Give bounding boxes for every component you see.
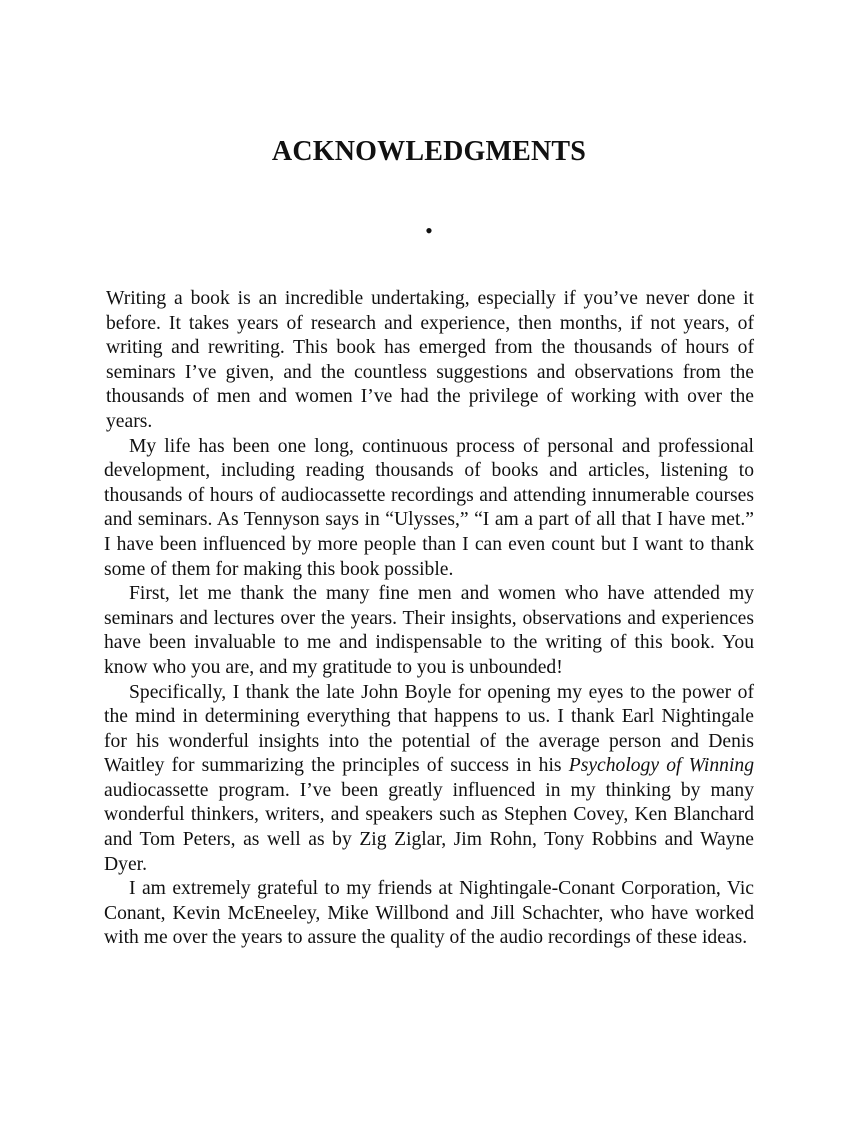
paragraph-4-part-2: audiocassette program. I’ve been greatly influenced in my thinking by many wonderful thinkers, writers, and speakers such as Stephen Covey, Ken Blanchard and Tom Peters, as well as by Zig Ziglar, Jim Rohn, Tony Robbins and Wayne Dyer. xyxy=(104,779,754,875)
page-title: ACKNOWLEDGMENTS xyxy=(271,136,587,167)
paragraph-3: First, let me thank the many fine men and women who have attended my seminars and lectures over the years. Their insights, observations and experiences have been invaluable to me and indispensable to the writing of this book. You know who you are, and my gratitude to you is unbounded! xyxy=(104,583,754,678)
paragraph-4-part-1: Specifically, I thank the late John Boyle for opening my eyes to the power of the mind in determining everything that happens to us. I thank Earl Nightingale for his wonderful insights into the potential of the average person and Denis Waitley for summarizing the principles of success in his xyxy=(104,681,754,777)
ornament-bullet: • xyxy=(425,218,433,243)
book-title-italic: Psychology of Winning xyxy=(568,755,754,777)
body-text xyxy=(104,287,754,951)
paragraph-5: I am extremely grateful to my friends at Nightingale-Conant Corporation, Vic Conant, Kevin McEneeley, Mike Willbond and Jill Schachter, who have worked with me over the years to assure the quality of the audio recordings of these ideas. xyxy=(104,878,754,949)
paragraph-2: My life has been one long, continuous process of personal and professional development, including reading thousands of books and articles, listening to thousands of hours of audiocassette recordings and attending innumerable courses and seminars. As Tennyson says in “Ulysses,” “I am a part of all that I have met.” I have been influenced by more people than I can even count but I want to thank some of them for making this book possible. xyxy=(104,435,754,580)
paragraph-4 xyxy=(104,681,754,878)
paragraph-1: Writing a book is an incredible undertaking, especially if you’ve never done it before. It takes years of research and experience, then months, if not years, of writing and rewriting. This book has emerged from the thousands of hours of seminars I’ve given, and the countless suggestions and observations from the thousands of men and women I’ve had the privilege of working with over the years. xyxy=(106,288,754,432)
